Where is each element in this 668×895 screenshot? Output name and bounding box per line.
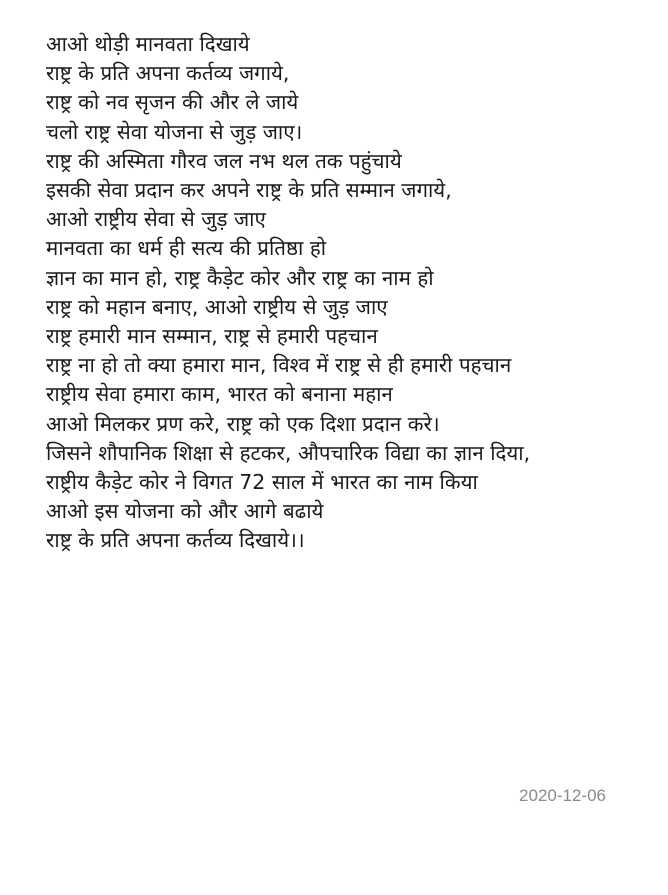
note-body[interactable] — [46, 30, 626, 556]
note-line: राष्ट्रीय सेवा हमारा काम, भारत को बनाना महान — [46, 382, 393, 407]
note-line: जिसने शौपानिक शिक्षा से हटकर, औपचारिक विद्या का ज्ञान दिया, — [46, 440, 531, 465]
note-line: राष्ट्र को महान बनाए, आओ राष्ट्रीय से जुड़ जाए — [46, 294, 388, 319]
note-line: चलो राष्ट्र सेवा योजना से जुड़ जाए। — [46, 119, 303, 144]
note-line: राष्ट्र की अस्मिता गौरव जल नभ थल तक पहुंचाये — [46, 148, 402, 173]
note-line: आओ थोड़ी मानवता दिखाये — [46, 32, 250, 56]
note-line: ज्ञान का मान हो, राष्ट्र कैड़ेट कोर और राष्ट्र का नाम हो — [46, 265, 434, 290]
note-line: आओ मिलकर प्रण करे, राष्ट्र को एक दिशा प्रदान करे। — [46, 411, 440, 436]
note-line: इसकी सेवा प्रदान कर अपने राष्ट्र के प्रति सम्मान जगाये, — [46, 178, 452, 203]
note-line: राष्ट्रीय कैड़ेट कोर ने विगत 72 साल में भारत का नाम किया — [46, 470, 478, 495]
note-line: आओ इस योजना को और आगे बढाये — [46, 499, 324, 524]
note-line: राष्ट्र हमारी मान सम्मान, राष्ट्र से हमारी पहचान — [46, 324, 378, 349]
note-line: राष्ट्र को नव सृजन की और ले जाये — [46, 90, 299, 115]
note-line: राष्ट्र के प्रति अपना कर्तव्य दिखाये।। — [46, 528, 305, 553]
note-line: मानवता का धर्म ही सत्य की प्रतिष्ठा हो — [46, 236, 327, 261]
note-line: राष्ट्र ना हो तो क्या हमारा मान, विश्व में राष्ट्र से ही हमारी पहचान — [46, 353, 512, 378]
note-timestamp: 2020-12-06 — [519, 786, 606, 805]
note-line: राष्ट्र के प्रति अपना कर्तव्य जगाये, — [46, 61, 290, 86]
note-line: आओ राष्ट्रीय सेवा से जुड़ जाए — [46, 207, 266, 232]
